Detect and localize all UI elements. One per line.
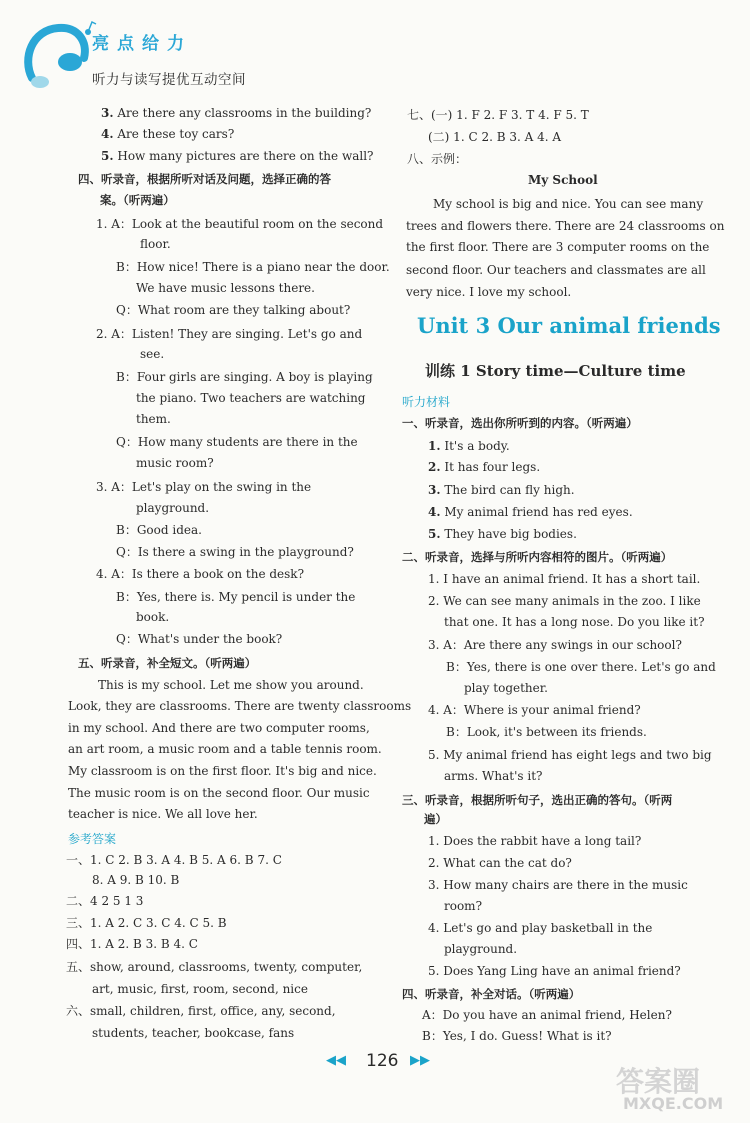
dialog-line: book. [136,610,170,624]
sentence-line: 5. My animal friend has eight legs and two big [428,748,712,762]
dialog-line: Q：Is there a swing in the playground? [116,545,354,559]
answer-line: 七、(一) 1. F 2. F 3. T 4. F 5. T [407,108,589,122]
dialog-line: Q：What room are they talking about? [116,303,351,317]
sentence-line: B：Yes, there is one over there. Let's go and [446,660,716,674]
passage-line: Look, they are classrooms. There are twenty classrooms [68,699,412,713]
sentence-line: that one. It has a long nose. Do you like it? [444,615,705,629]
sentence-line: 2. We can see many animals in the zoo. I like [428,594,701,608]
header-logo [18,18,98,98]
passage-line: an art room, a music room and a table tennis room. [68,742,382,756]
watermark-logo: 答案圈 [616,1065,701,1098]
section-heading: 四、听录音，根据所听对话及问题，选择正确的答 [78,172,331,186]
essay-title: My School [528,173,598,187]
sentence-line: B：Look, it's between its friends. [446,725,647,739]
list-item: 4. My animal friend has red eyes. [428,505,633,519]
answer-line: 八、示例： [407,152,468,166]
dialog-line: Q：How many students are there in the [116,435,358,449]
sentence-line: 1. Does the rabbit have a long tail? [428,834,642,848]
dialog-line: 4. A：Is there a book on the desk? [96,567,305,581]
lesson-title: 训练 1 Story time—Culture time [425,362,686,380]
list-item: 2. It has four legs. [428,460,541,474]
section-heading: 案。（听两遍） [100,193,175,207]
passage-line: My classroom is on the first floor. It's big and nice. [68,764,377,778]
headphones-logo-icon [18,18,98,98]
essay-line: very nice. I love my school. [406,285,572,299]
dialog-line: B：Four girls are singing. A boy is playing [116,370,373,384]
answer-line: 五、show, around, classrooms, twenty, computer, [66,960,363,974]
dialog-line: B：Yes, I do. Guess! What is it? [422,1029,612,1043]
sentence-line: playground. [444,942,518,956]
list-item: 3. The bird can fly high. [428,483,575,497]
list-item: 5. How many pictures are there on the wall? [101,149,374,163]
dialog-line: see. [140,347,165,361]
dialog-line: 2. A：Listen! They are singing. Let's go and [96,327,363,341]
essay-line: trees and flowers there. There are 24 classrooms on [406,219,725,233]
logo-subtitle: 听力与读写提优互动空间 [92,72,246,88]
dialog-line: playground. [136,501,210,515]
dialog-line: A：Do you have an animal friend, Helen? [422,1008,672,1022]
sentence-line: 2. What can the cat do? [428,856,572,870]
list-item: 1. It's a body. [428,439,510,453]
watermark-url: MXQE.COM [623,1094,724,1113]
section-heading: 二、听录音，选择与所听内容相符的图片。（听两遍） [402,550,673,564]
dialog-line: Q：What's under the book? [116,632,283,646]
section-heading: 五、听录音，补全短文。（听两遍） [78,656,257,670]
sentence-line: arms. What's it? [444,769,543,783]
answers-tag: 参考答案 [68,832,117,846]
dialog-line: B：How nice! There is a piano near the door. [116,260,390,274]
logo-title: 亮点给力 [92,34,192,54]
sentence-line: 4. A：Where is your animal friend? [428,703,641,717]
dialog-line: the piano. Two teachers are watching [136,391,366,405]
answer-line: 六、small, children, first, office, any, second, [66,1004,336,1018]
section-heading: 三、听录音，根据所听句子，选出正确的答句。（听两 [402,793,673,807]
sentence-line: 5. Does Yang Ling have an animal friend? [428,964,681,978]
listening-tag: 听力材料 [402,395,451,409]
section-heading: 一、听录音，选出你所听到的内容。（听两遍） [402,416,638,430]
answer-line: 二、4 2 5 1 3 [66,894,144,908]
unit-title: Unit 3 Our animal friends [417,313,721,338]
answer-line: 8. A 9. B 10. B [92,873,180,887]
sentence-line: play together. [464,681,548,695]
sentence-line: 3. How many chairs are there in the music [428,878,688,892]
passage-line: teacher is nice. We all love her. [68,807,258,821]
next-arrow-icon: ▶▶ [410,1053,430,1068]
sentence-line: room? [444,899,482,913]
essay-line: the first floor. There are 3 computer rooms on the [406,240,710,254]
prev-arrow-icon: ◀◀ [326,1053,346,1068]
section-heading: 遍） [424,812,447,826]
list-item: 5. They have big bodies. [428,527,577,541]
section-heading: 四、听录音，补全对话。（听两遍） [402,987,581,1001]
sentence-line: 4. Let's go and play basketball in the [428,921,653,935]
list-item: 3. Are there any classrooms in the building? [101,106,372,120]
dialog-line: We have music lessons there. [136,281,315,295]
essay-line: second floor. Our teachers and classmates are all [406,263,706,277]
answer-line: 四、1. A 2. B 3. B 4. C [66,937,198,951]
answer-line: (二) 1. C 2. B 3. A 4. A [428,130,562,144]
answer-line: art, music, first, room, second, nice [92,982,308,996]
passage-line: This is my school. Let me show you around. [98,678,364,692]
sentence-line: 3. A：Are there any swings in our school? [428,638,682,652]
dialog-line: them. [136,412,171,426]
passage-line: The music room is on the second floor. Our music [68,786,370,800]
answer-line: 一、1. C 2. B 3. A 4. B 5. A 6. B 7. C [66,853,282,867]
essay-line: My school is big and nice. You can see many [433,197,704,211]
dialog-line: floor. [140,237,171,251]
answer-line: 三、1. A 2. C 3. C 4. C 5. B [66,916,227,930]
passage-line: in my school. And there are two computer rooms, [68,721,370,735]
dialog-line: B：Yes, there is. My pencil is under the [116,590,356,604]
list-item: 4. Are these toy cars? [101,127,235,141]
page-number: 126 [366,1051,399,1071]
dialog-line: 3. A：Let's play on the swing in the [96,480,312,494]
answer-line: students, teacher, bookcase, fans [92,1026,295,1040]
dialog-line: music room? [136,456,214,470]
dialog-line: B：Good idea. [116,523,202,537]
dialog-line: 1. A：Look at the beautiful room on the second [96,217,384,231]
sentence-line: 1. I have an animal friend. It has a short tail. [428,572,701,586]
